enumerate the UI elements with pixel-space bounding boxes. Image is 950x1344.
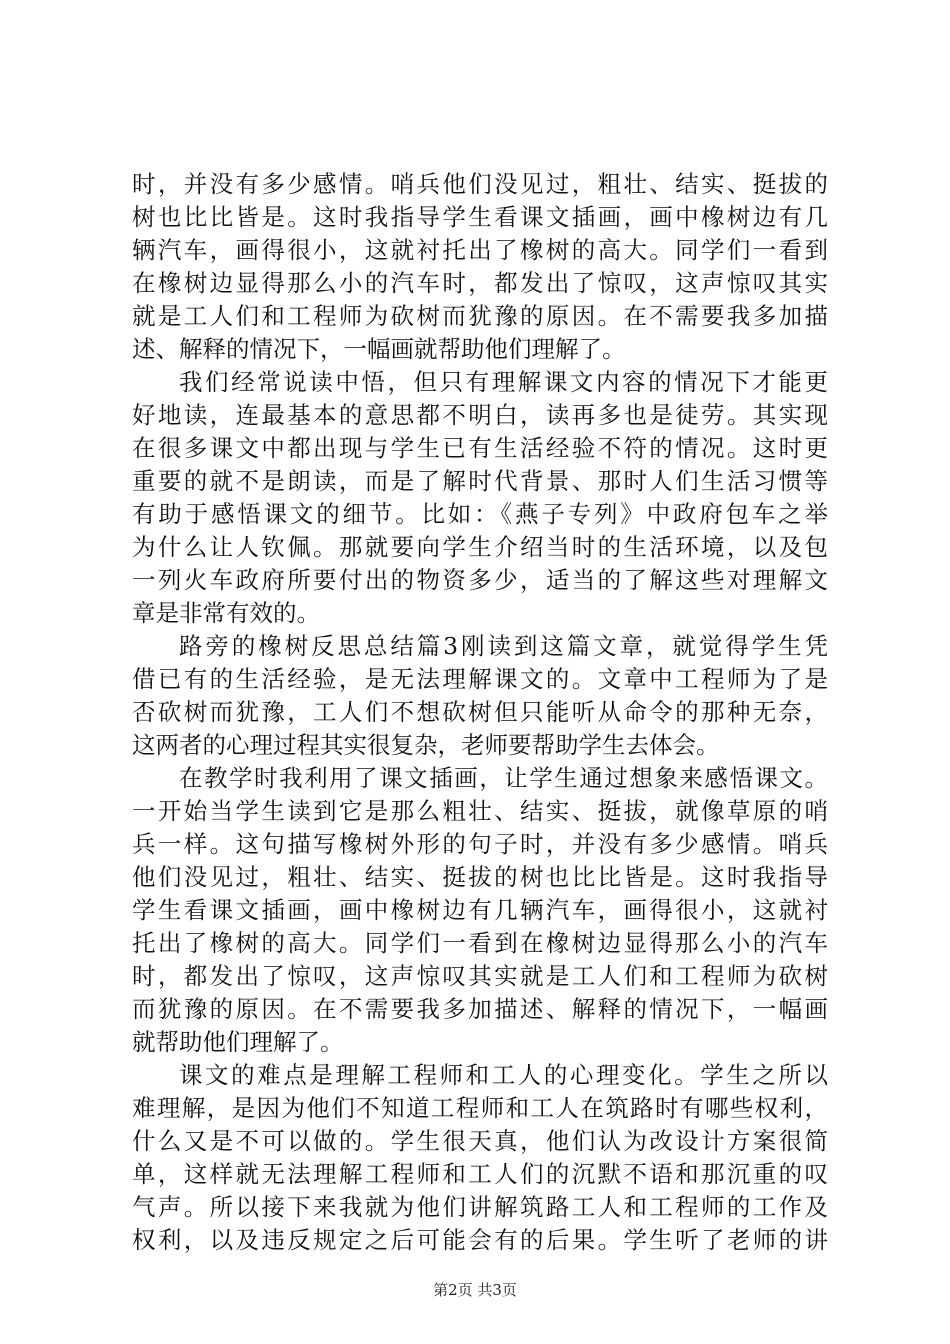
text-line: 课文的难点是理解工程师和工人的心理变化。学生之所以 [179,1061,828,1089]
text-line: 学生看课文插画，画中橡树边有几辆汽车，画得很小，这就衬 [132,896,828,924]
body-text [132,168,828,1254]
text-line: 气声。所以接下来我就为他们讲解筑路工人和工程师的工作及 [132,1193,828,1221]
text-line: 路旁的橡树反思总结篇3刚读到这篇文章，就觉得学生凭 [179,632,828,660]
text-line: 借已有的生活经验，是无法理解课文的。文章中工程师为了是 [132,665,828,693]
text-line: 难理解，是因为他们不知道工程师和工人在筑路时有哪些权利， [132,1094,828,1122]
page-footer: 第2页 共3页 [433,1281,517,1299]
text-line: 为什么让人钦佩。那就要向学生介绍当时的生活环境，以及包 [132,533,828,561]
text-line: 一列火车政府所要付出的物资多少，适当的了解这些对理解文 [132,566,828,594]
text-line: 我们经常说读中悟，但只有理解课文内容的情况下才能更 [179,368,828,396]
text-line: 在橡树边显得那么小的汽车时，都发出了惊叹，这声惊叹其实 [132,269,828,297]
text-line: 权利，以及违反规定之后可能会有的后果。学生听了老师的讲 [132,1226,828,1254]
text-line: 单，这样就无法理解工程师和工人们的沉默不语和那沉重的叹 [132,1160,828,1188]
text-line: 什么又是不可以做的。学生很天真，他们认为改设计方案很简 [132,1127,828,1155]
text-line: 章是非常有效的。 [132,599,320,627]
text-line: 辆汽车，画得很小，这就衬托出了橡树的高大。同学们一看到 [132,236,828,264]
text-line: 就是工人们和工程师为砍树而犹豫的原因。在不需要我多加描 [132,302,828,330]
text-line: 而犹豫的原因。在不需要我多加描述、解释的情况下，一幅画 [132,995,828,1023]
text-line: 好地读，连最基本的意思都不明白，读再多也是徒劳。其实现 [132,401,828,429]
text-line: 否砍树而犹豫，工人们不想砍树但只能听从命令的那种无奈， [132,698,828,726]
text-line: 就帮助他们理解了。 [132,1028,344,1056]
text-line: 重要的就不是朗读，而是了解时代背景、那时人们生活习惯等 [132,467,828,495]
text-line: 时，并没有多少感情。哨兵他们没见过，粗壮、结实、挺拔的 [132,170,828,198]
text-line: 树也比比皆是。这时我指导学生看课文插画，画中橡树边有几 [132,203,828,231]
text-line: 时，都发出了惊叹，这声惊叹其实就是工人们和工程师为砍树 [132,962,828,990]
text-line: 托出了橡树的高大。同学们一看到在橡树边显得那么小的汽车 [132,929,828,957]
text-line: 在很多课文中都出现与学生已有生活经验不符的情况。这时更 [132,434,828,462]
text-line: 有助于感悟课文的细节。比如：《燕子专列》中政府包车之举 [132,500,828,528]
text-line: 他们没见过，粗壮、结实、挺拔的树也比比皆是。这时我指导 [132,863,828,891]
text-line: 在教学时我利用了课文插画，让学生通过想象来感悟课文。 [179,764,828,792]
text-line: 一开始当学生读到它是那么粗壮、结实、挺拔，就像草原的哨 [132,797,828,825]
text-line: 这两者的心理过程其实很复杂，老师要帮助学生去体会。 [132,731,720,759]
text-line: 述、解释的情况下，一幅画就帮助他们理解了。 [132,335,626,363]
text-line: 兵一样。这句描写橡树外形的句子时，并没有多少感情。哨兵 [132,830,828,858]
